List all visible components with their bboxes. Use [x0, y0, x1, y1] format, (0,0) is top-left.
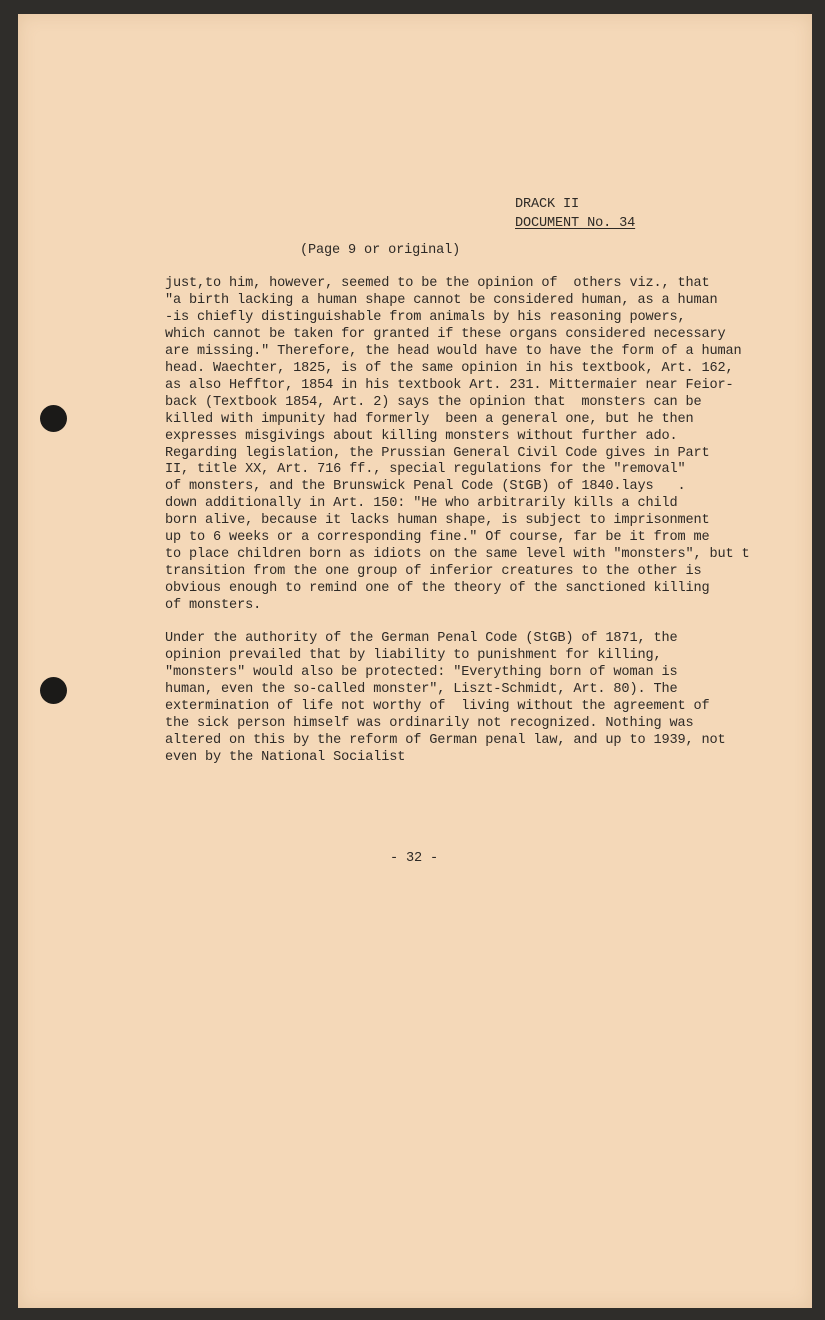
paragraph-2 — [165, 631, 805, 767]
text-line: down additionally in Art. 150: "He who arbitrarily kills a child — [165, 496, 678, 512]
text-line: -is chiefly distinguishable from animals by his reasoning powers, — [165, 309, 686, 325]
text-line: transition from the one group of inferior creatures to the other is — [165, 564, 702, 580]
page-note: (Page 9 or original) — [300, 243, 461, 258]
text-line: even by the National Socialist — [165, 749, 406, 765]
text-line: killed with impunity had formerly been a general one, but he then — [165, 411, 694, 427]
case-label: DRACK II — [515, 197, 580, 212]
text-line: born alive, because it lacks human shape, is subject to imprisonment — [165, 513, 710, 529]
text-line: back (Textbook 1854, Art. 2) says the opinion that monsters can be — [165, 394, 702, 410]
document-number: DOCUMENT No. 34 — [515, 216, 636, 231]
text-line: just,to him, however, seemed to be the opinion of others viz., that — [165, 276, 710, 291]
page-number: - 32 - — [390, 851, 439, 866]
text-line: "monsters" would also be protected: "Everything born of woman is — [165, 664, 678, 680]
text-line: "a birth lacking a human shape cannot be considered human, as a human — [165, 292, 718, 308]
text-line: human, even the so-called monster", Liszt-Schmidt, Art. 80). The — [165, 681, 678, 697]
document-header — [515, 195, 635, 233]
text-line: extermination of life not worthy of living without the agreement of — [165, 698, 710, 714]
text-line: of monsters. — [165, 598, 262, 614]
text-line: head. Waechter, 1825, is of the same opinion in his textbook, Art. 162, — [165, 360, 734, 376]
text-line: the sick person himself was ordinarily not recognized. Nothing was — [165, 715, 694, 731]
text-line: are missing." Therefore, the head would have to have the form of a human — [165, 343, 742, 359]
text-line: altered on this by the reform of German penal law, and up to 1939, not — [165, 732, 726, 748]
paragraph-1 — [165, 276, 805, 615]
text-line: of monsters, and the Brunswick Penal Code (StGB) of 1840.lays . — [165, 479, 686, 495]
text-line: as also Hefftor, 1854 in his textbook Art. 231. Mittermaier near Feior- — [165, 377, 734, 393]
text-line: which cannot be taken for granted if these organs considered necessary — [165, 326, 726, 342]
punch-hole-bottom — [40, 677, 67, 704]
text-line: Under the authority of the German Penal Code (StGB) of 1871, the — [165, 631, 678, 646]
text-line: expresses misgivings about killing monsters without further ado. — [165, 428, 678, 444]
text-line: obvious enough to remind one of the theory of the sanctioned killing — [165, 581, 710, 597]
text-line: opinion prevailed that by liability to punishment for killing, — [165, 647, 662, 663]
text-line: II, title XX, Art. 716 ff., special regulations for the "removal" — [165, 462, 686, 478]
text-line: Regarding legislation, the Prussian General Civil Code gives in Part — [165, 445, 710, 461]
text-line: to place children born as idiots on the same level with "monsters", but t — [165, 547, 750, 563]
text-line: up to 6 weeks or a corresponding fine." Of course, far be it from me — [165, 530, 710, 546]
punch-hole-top — [40, 405, 67, 432]
